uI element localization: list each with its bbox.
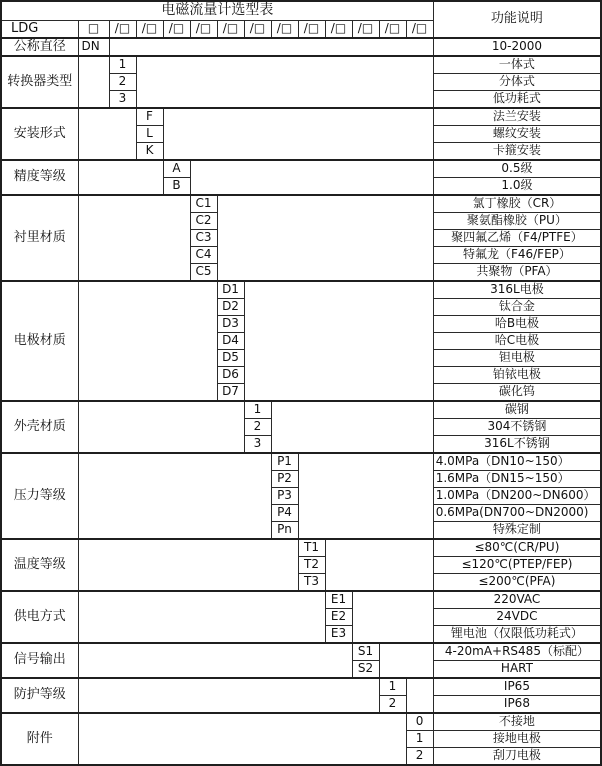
option-desc-cell: 1.0级: [433, 177, 601, 195]
model-slot-cell: /□: [406, 20, 433, 38]
block-converter-type: [1, 56, 601, 108]
spacer-cell: [78, 56, 109, 108]
model-slot-cell: /□: [109, 20, 136, 38]
spacer-cell: [379, 643, 433, 678]
option-code-cell: C5: [190, 263, 217, 281]
option-desc-cell: 0.5级: [433, 160, 601, 178]
function-column-header: 功能说明: [433, 1, 601, 38]
option-desc-cell: 哈C电极: [433, 332, 601, 349]
block-temperature-class: [1, 539, 601, 591]
option-desc-cell: 1.6MPa（DN15~150）: [433, 470, 601, 487]
option-desc-cell: 氯丁橡胶（CR）: [433, 195, 601, 213]
category-label: 公称直径: [1, 38, 78, 56]
option-code-cell: 2: [244, 418, 271, 435]
option-desc-cell: 铂铱电极: [433, 366, 601, 383]
option-code-cell: 3: [109, 90, 136, 108]
spacer-cell: [298, 453, 433, 539]
option-desc-cell: 碳钢: [433, 401, 601, 419]
option-code-cell: L: [136, 125, 163, 142]
option-code-cell: D4: [217, 332, 244, 349]
option-desc-cell: 哈B电极: [433, 315, 601, 332]
option-desc-cell: 低功耗式: [433, 90, 601, 108]
option-code-cell: 1: [406, 730, 433, 747]
category-label: 外壳材质: [1, 401, 78, 453]
spacer-cell: [352, 591, 433, 643]
category-label: 防护等级: [1, 678, 78, 713]
option-desc-cell: 锂电池（仅限低功耗式）: [433, 625, 601, 643]
option-code-cell: E2: [325, 608, 352, 625]
block-electrode-material: [1, 281, 601, 401]
option-desc-cell: IP65: [433, 678, 601, 696]
category-label: 压力等级: [1, 453, 78, 539]
option-code-cell: 1: [244, 401, 271, 419]
option-code-cell: S2: [352, 660, 379, 678]
spacer-cell: [78, 713, 406, 765]
option-code-cell: Pn: [271, 521, 298, 539]
block-pressure-class: [1, 453, 601, 539]
block-nominal-diameter: [1, 38, 601, 56]
spacer-cell: [78, 281, 217, 401]
category-label: 转换器类型: [1, 56, 78, 108]
block-installation-type: [1, 108, 601, 160]
block-liner-material: [1, 195, 601, 281]
category-label: 附件: [1, 713, 78, 765]
spacer-cell: [78, 678, 379, 713]
option-desc-cell: 4.0MPa（DN10~150）: [433, 453, 601, 471]
model-slot-cell: /□: [298, 20, 325, 38]
model-slot-cell: □: [78, 20, 109, 38]
option-desc-cell: HART: [433, 660, 601, 678]
option-desc-cell: 0.6MPa(DN700~DN2000): [433, 504, 601, 521]
category-label: 信号输出: [1, 643, 78, 678]
option-desc-cell: 聚氨酯橡胶（PU）: [433, 212, 601, 229]
option-code-cell: F: [136, 108, 163, 126]
option-code-cell: B: [163, 177, 190, 195]
option-desc-cell: 螺纹安装: [433, 125, 601, 142]
option-code-cell: P1: [271, 453, 298, 471]
option-code-cell: T3: [298, 573, 325, 591]
spacer-cell: [78, 195, 190, 281]
option-code-cell: D2: [217, 298, 244, 315]
spacer-cell: [136, 56, 433, 108]
option-code-cell: D3: [217, 315, 244, 332]
option-desc-cell: 聚四氟乙烯（F4/PTFE）: [433, 229, 601, 246]
model-slot-cell: /□: [325, 20, 352, 38]
option-code-cell: C1: [190, 195, 217, 213]
option-code-cell: D7: [217, 383, 244, 401]
category-label: 温度等级: [1, 539, 78, 591]
option-desc-cell: 24VDC: [433, 608, 601, 625]
option-desc-cell: 10-2000: [433, 38, 601, 56]
option-desc-cell: 钽电极: [433, 349, 601, 366]
option-desc-cell: 接地电极: [433, 730, 601, 747]
spacer-cell: [78, 591, 325, 643]
option-desc-cell: 卡箍安装: [433, 142, 601, 160]
option-desc-cell: 碳化钨: [433, 383, 601, 401]
option-code-cell: 1: [109, 56, 136, 74]
option-desc-cell: 分体式: [433, 73, 601, 90]
option-desc-cell: 316L电极: [433, 281, 601, 299]
model-slot-cell: /□: [244, 20, 271, 38]
option-code-cell: P2: [271, 470, 298, 487]
spacer-cell: [78, 108, 136, 160]
option-code-cell: 2: [109, 73, 136, 90]
model-prefix-cell: LDG: [1, 20, 78, 38]
option-code-cell: S1: [352, 643, 379, 661]
spacer-cell: [217, 195, 433, 281]
option-code-cell: 1: [379, 678, 406, 696]
option-code-cell: K: [136, 142, 163, 160]
option-code-cell: D5: [217, 349, 244, 366]
option-code-cell: 0: [406, 713, 433, 731]
option-desc-cell: 钛合金: [433, 298, 601, 315]
option-desc-cell: 4-20mA+RS485（标配）: [433, 643, 601, 661]
category-label: 精度等级: [1, 160, 78, 195]
spacer-cell: [78, 539, 298, 591]
block-accuracy-class: [1, 160, 601, 195]
option-desc-cell: ≤120℃(PTEP/FEP): [433, 556, 601, 573]
header-block: [1, 1, 601, 38]
spacer-cell: [109, 38, 433, 56]
option-desc-cell: ≤200℃(PFA): [433, 573, 601, 591]
spacer-cell: [78, 401, 244, 453]
option-desc-cell: 不接地: [433, 713, 601, 731]
option-code-cell: C3: [190, 229, 217, 246]
option-desc-cell: 220VAC: [433, 591, 601, 609]
spacer-cell: [406, 678, 433, 713]
option-code-cell: D1: [217, 281, 244, 299]
option-code-cell: P3: [271, 487, 298, 504]
category-label: 安装形式: [1, 108, 78, 160]
category-label: 衬里材质: [1, 195, 78, 281]
spacer-cell: [78, 160, 163, 195]
option-desc-cell: ≤80℃(CR/PU): [433, 539, 601, 557]
option-code-cell: 2: [406, 747, 433, 765]
spacer-cell: [78, 453, 271, 539]
option-desc-cell: 共聚物（PFA）: [433, 263, 601, 281]
model-slot-cell: /□: [136, 20, 163, 38]
option-code-cell: 3: [244, 435, 271, 453]
block-accessories: [1, 713, 601, 765]
option-code-cell: D6: [217, 366, 244, 383]
option-desc-cell: 特氟龙（F46/FEP）: [433, 246, 601, 263]
option-code-cell: A: [163, 160, 190, 178]
spacer-cell: [244, 281, 433, 401]
block-signal-output: [1, 643, 601, 678]
option-desc-cell: 1.0MPa（DN200~DN600）: [433, 487, 601, 504]
option-code-cell: 2: [379, 695, 406, 713]
block-power-supply: [1, 591, 601, 643]
block-protection-rating: [1, 678, 601, 713]
option-desc-cell: 316L不锈钢: [433, 435, 601, 453]
spacer-cell: [163, 108, 433, 160]
option-code-cell: T2: [298, 556, 325, 573]
option-desc-cell: 法兰安装: [433, 108, 601, 126]
model-slot-cell: /□: [163, 20, 190, 38]
option-desc-cell: 一体式: [433, 56, 601, 74]
spacer-cell: [78, 643, 352, 678]
option-desc-cell: IP68: [433, 695, 601, 713]
model-slot-cell: /□: [190, 20, 217, 38]
table-title: 电磁流量计选型表: [1, 1, 433, 20]
option-desc-cell: 刮刀电极: [433, 747, 601, 765]
option-code-cell: E1: [325, 591, 352, 609]
spacer-cell: [271, 401, 433, 453]
block-housing-material: [1, 401, 601, 453]
option-desc-cell: 304不锈钢: [433, 418, 601, 435]
option-code-cell: C4: [190, 246, 217, 263]
category-label: 电极材质: [1, 281, 78, 401]
option-code-cell: T1: [298, 539, 325, 557]
model-slot-cell: /□: [352, 20, 379, 38]
option-code-cell: C2: [190, 212, 217, 229]
option-code-cell: E3: [325, 625, 352, 643]
option-code-cell: P4: [271, 504, 298, 521]
spacer-cell: [190, 160, 433, 195]
model-slot-cell: /□: [379, 20, 406, 38]
option-code-cell: DN: [78, 38, 109, 56]
model-slot-cell: /□: [217, 20, 244, 38]
model-slot-cell: /□: [271, 20, 298, 38]
spacer-cell: [325, 539, 433, 591]
category-label: 供电方式: [1, 591, 78, 643]
option-desc-cell: 特殊定制: [433, 521, 601, 539]
